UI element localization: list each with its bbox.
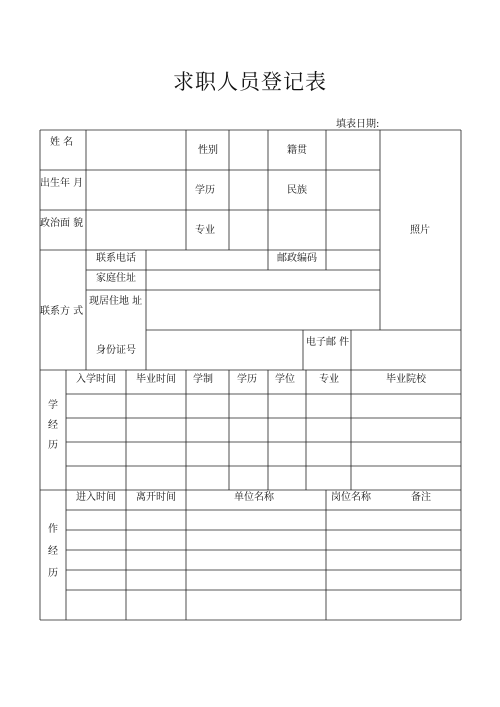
- work-section-char: 历: [48, 568, 58, 579]
- edu-header-education: 学历: [237, 374, 257, 385]
- work-section-char: 作: [48, 524, 58, 535]
- form-title: 求职人员登记表: [173, 70, 327, 94]
- photo-label: 照片: [410, 225, 430, 236]
- contact-section-label: 联系方 式: [40, 306, 84, 317]
- fill-date-label: 填表日期:: [336, 119, 380, 130]
- edu-header-major: 专业: [319, 374, 339, 385]
- work-header-position: 岗位名称: [331, 492, 371, 503]
- edu-header-school: 毕业院校: [386, 374, 426, 385]
- edu-section-char: 经: [48, 420, 58, 431]
- edu-header-degree: 学位: [275, 374, 295, 385]
- work-header-end: 离开时间: [136, 492, 176, 503]
- id-card-label: 身份证号: [96, 345, 136, 356]
- current-address-label: 现居住地 址: [89, 296, 143, 307]
- home-address-label: 家庭住址: [96, 273, 136, 284]
- edu-header-schooling: 学制: [193, 374, 213, 385]
- major-label: 专业: [195, 225, 215, 236]
- work-section-char: 经: [48, 546, 58, 557]
- edu-header-enroll: 入学时间: [76, 374, 116, 385]
- postal-code-label: 邮政编码: [277, 253, 317, 264]
- birth-label: 出生年 月: [40, 178, 84, 189]
- edu-section-char: 历: [48, 440, 58, 451]
- gender-label: 性别: [198, 145, 218, 156]
- work-header-employer: 单位名称: [234, 492, 274, 503]
- phone-label: 联系电话: [96, 253, 136, 264]
- education-label: 学历: [195, 185, 215, 196]
- email-label: 电子邮 件: [306, 337, 350, 348]
- native-place-label: 籍贯: [287, 145, 307, 156]
- edu-section-char: 学: [48, 400, 58, 411]
- ethnicity-label: 民族: [287, 185, 307, 196]
- name-label: 姓 名: [50, 137, 74, 148]
- edu-header-graduate: 毕业时间: [136, 374, 176, 385]
- work-header-notes: 备注: [411, 492, 431, 503]
- work-header-start: 进入时间: [76, 492, 116, 503]
- political-status-label: 政治面 貌: [40, 218, 84, 229]
